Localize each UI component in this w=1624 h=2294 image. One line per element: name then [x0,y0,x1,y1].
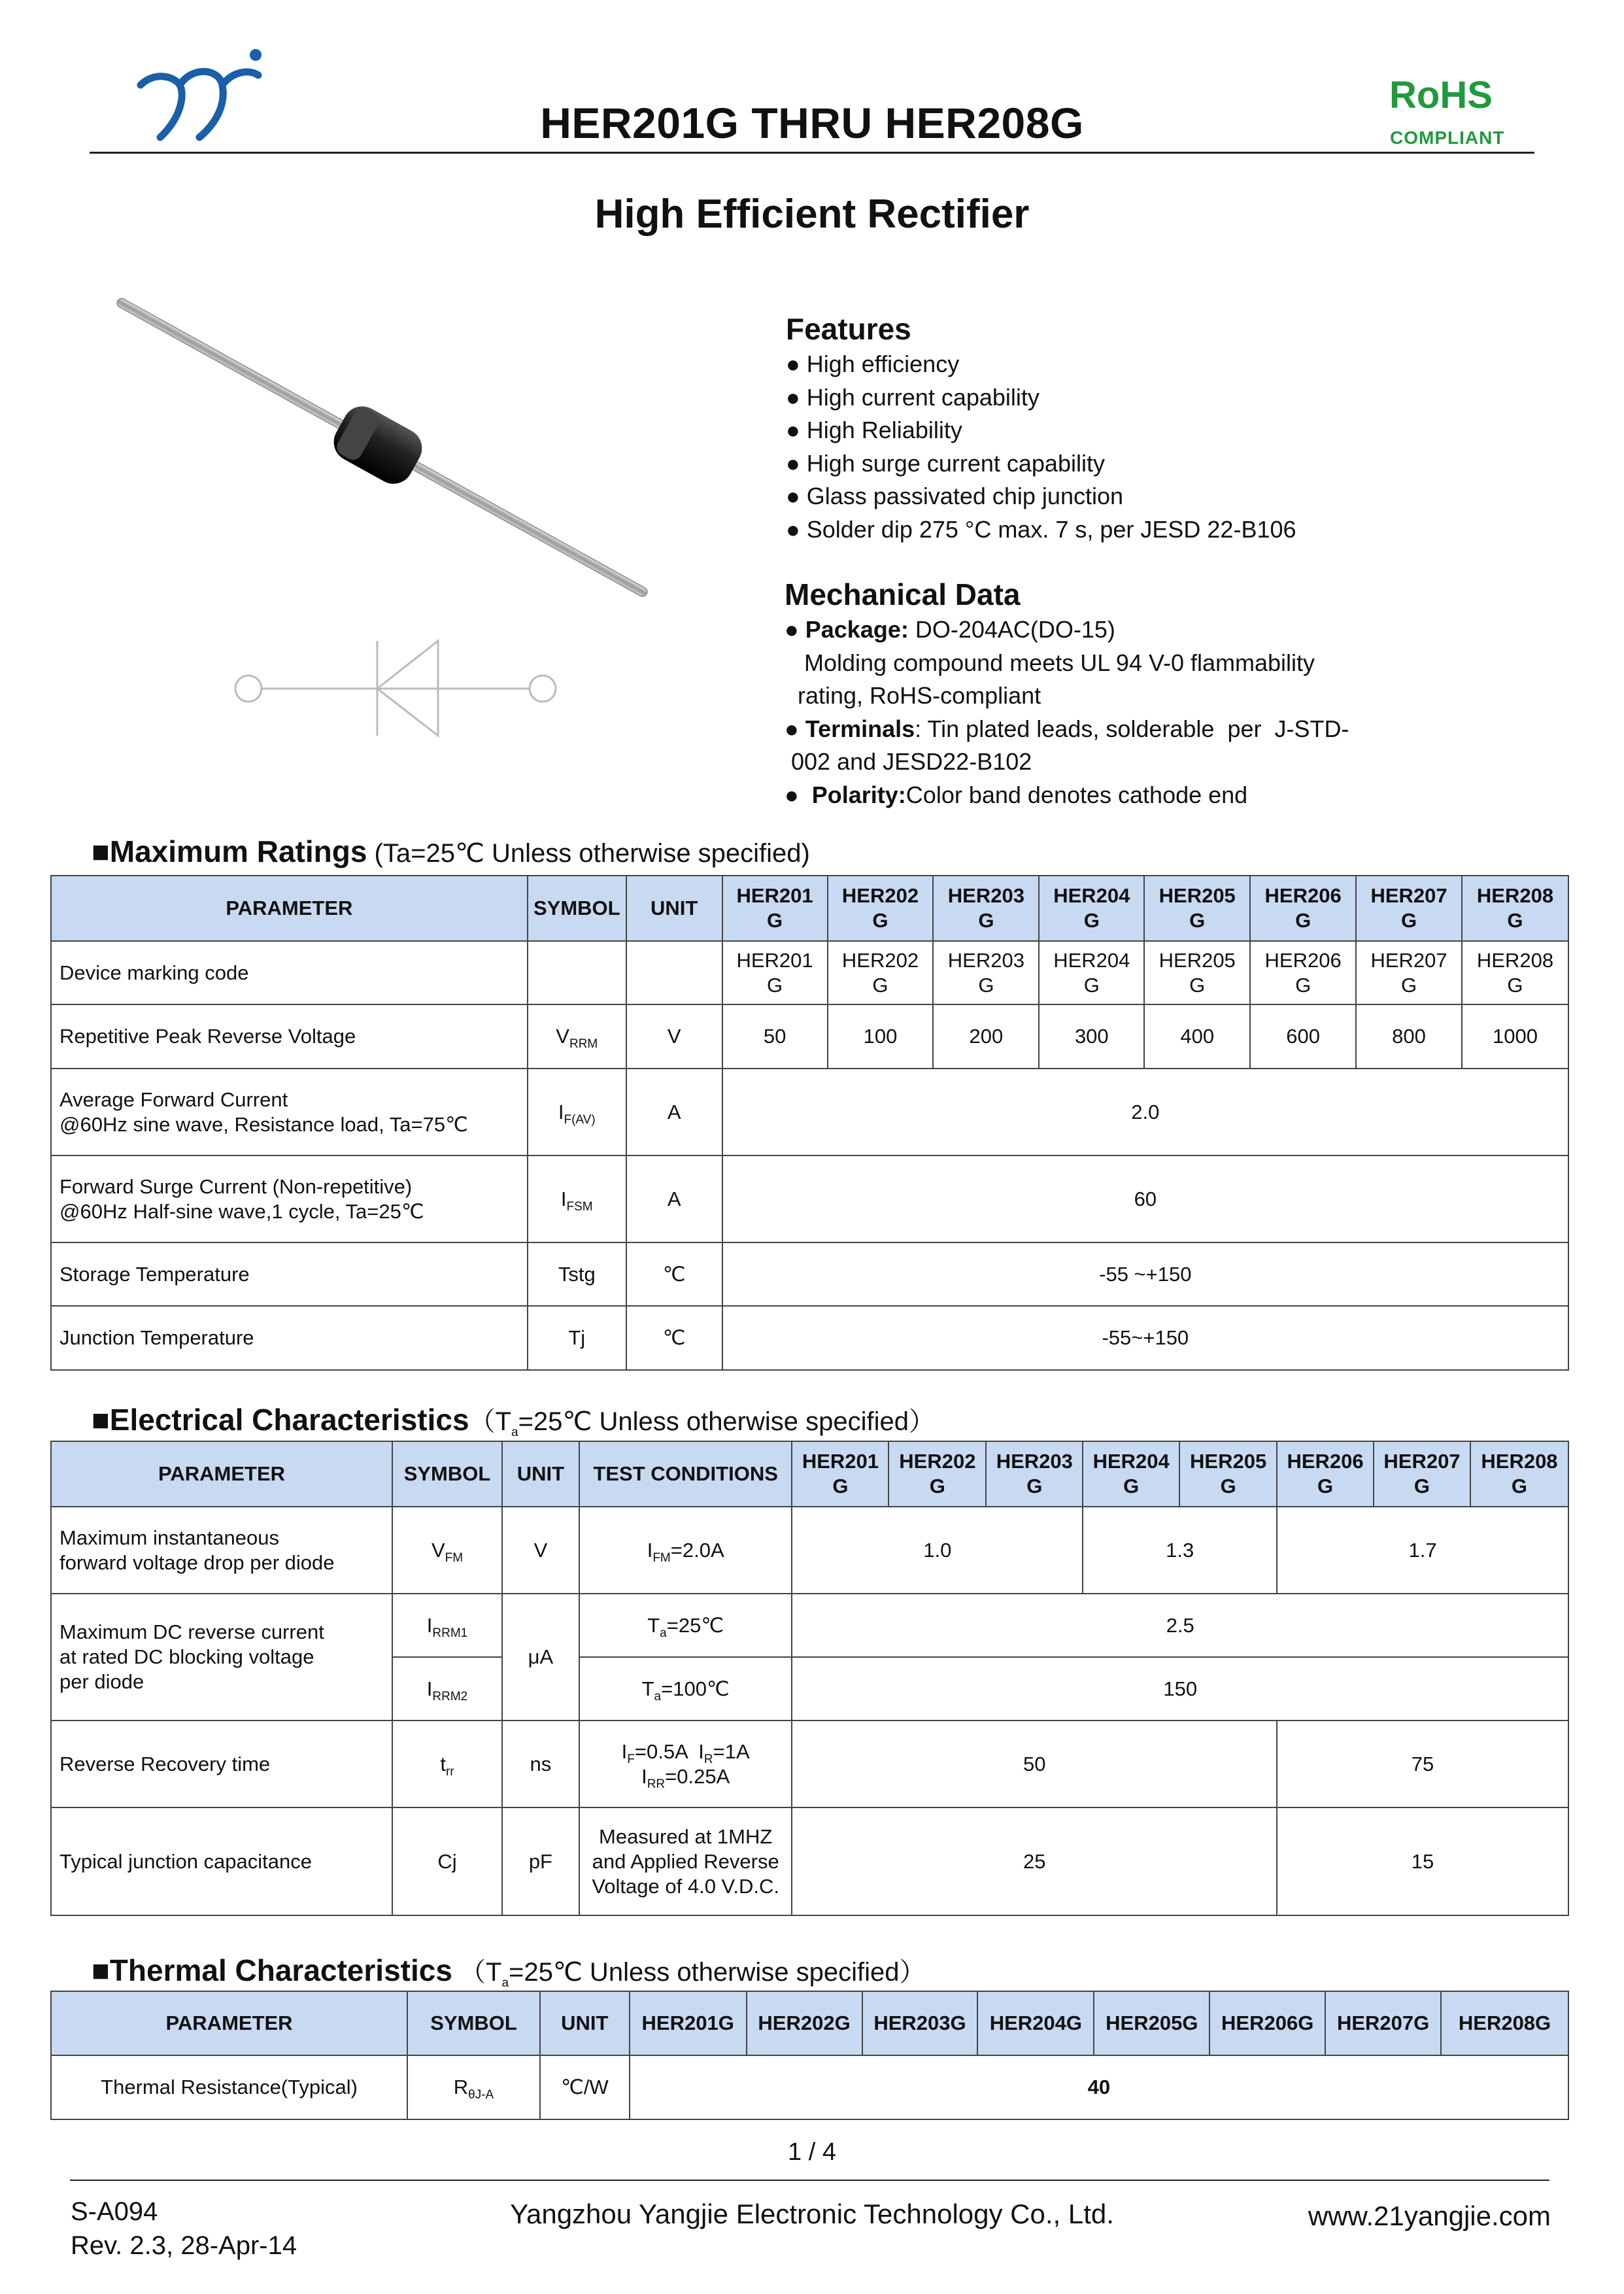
document-code: S-A094 [71,2197,158,2226]
cell-symbol [392,1657,502,1720]
package-line-3: rating, RoHS-compliant [785,682,1041,709]
cell-value: 15 [1277,1807,1568,1915]
row-label: Storage Temperature [51,1242,528,1306]
cell-value: HER204 G [1039,941,1144,1004]
thermal-title: ■Thermal Characteristics [92,1953,452,1987]
cell-unit: pF [502,1807,579,1915]
table-row [51,941,1568,1004]
table-row [51,1720,1568,1807]
thermal-condition [452,1958,926,1990]
cell-value: 2.0 [722,1069,1568,1156]
table-row [51,1069,1568,1156]
electrical-heading [92,1401,935,1438]
header-divider [90,152,1534,154]
package-label: ● Package: [785,616,909,643]
row-label: Device marking code [51,941,528,1004]
polarity-line [785,779,1349,812]
table-row [51,1594,1568,1657]
table-row [51,1242,1568,1306]
test-subscript: a [660,1626,667,1640]
col-model: HER205 G [1179,1441,1277,1507]
table-row [51,1156,1568,1242]
test-subscript: F [627,1752,635,1766]
feature-item: ● High efficiency [786,351,960,377]
row-label: Maximum DC reverse current at rated DC blocking voltage per diode [51,1594,392,1720]
symbol-subscript: RRM [569,1037,598,1052]
col-model: HER201 G [792,1441,888,1507]
table-header-row [51,1441,1568,1507]
table-row [51,1507,1568,1594]
max-ratings-table [50,875,1569,1371]
electrical-characteristics-table [50,1441,1569,1916]
cell-test: Measured at 1MHZ and Applied Reverse Voltage of 4.0 V.D.C. [579,1807,792,1915]
condition-text: （T [469,1407,511,1436]
col-model: HER206 G [1250,876,1356,941]
max-ratings-title: ■Maximum Ratings [92,834,367,868]
cell-unit: A [626,1069,722,1156]
cell-symbol [392,1594,502,1657]
electrical-condition [469,1407,936,1439]
cell-value: -55~+150 [722,1306,1568,1370]
cell-value: HER205 G [1144,941,1250,1004]
terminals-line [785,713,1349,746]
col-parameter: PARAMETER [51,1991,407,2055]
diode-package-image [111,288,667,628]
cell-unit: μA [502,1594,579,1720]
col-symbol: SYMBOL [528,876,626,941]
col-model: HER203 G [986,1441,1083,1507]
condition-subscript: a [501,1976,509,1990]
cell-value: 200 [933,1004,1039,1069]
symbol-text: I [560,1187,567,1210]
table-row [51,1306,1568,1370]
cell-value: 2.5 [792,1594,1568,1657]
col-test-conditions: TEST CONDITIONS [579,1441,792,1507]
cell-value: HER206 G [1250,941,1356,1004]
test-text: =100℃ [661,1677,730,1700]
col-model: HER204G [977,1991,1094,2055]
col-unit: UNIT [540,1991,630,2055]
table-row [51,2055,1568,2119]
cell-value: HER208 G [1462,941,1568,1004]
cell-unit: A [626,1156,722,1242]
test-text: =1A [713,1739,750,1763]
cell-test [579,1657,792,1720]
cell-unit: ℃ [626,1306,722,1370]
test-text: T [647,1613,660,1637]
cell-value: 50 [722,1004,828,1069]
test-line [583,1739,789,1764]
test-text: =25℃ [666,1613,724,1637]
revision-info: Rev. 2.3, 28-Apr-14 [71,2231,297,2260]
row-label: Junction Temperature [51,1306,528,1370]
cell-empty [626,941,722,1004]
row-label: Maximum instantaneous forward voltage drop per diode [51,1507,392,1594]
cell-value: 40 [630,2055,1568,2119]
row-label: Typical junction capacitance [51,1807,392,1915]
test-text: I [621,1739,628,1763]
col-parameter: PARAMETER [51,876,528,941]
cell-value: 600 [1250,1004,1356,1069]
test-subscript: R [703,1752,713,1766]
row-label: Thermal Resistance(Typical) [51,2055,407,2119]
cell-symbol [528,1156,626,1242]
col-model: HER206G [1210,1991,1325,2055]
col-model: HER205G [1094,1991,1210,2055]
rohs-compliant-label: COMPLIANT [1390,128,1505,148]
condition-subscript: a [511,1426,518,1439]
diode-schematic-symbol [229,638,569,749]
col-model: HER201 G [722,876,828,941]
cell-value: 150 [792,1657,1568,1720]
test-text: =0.5A I [634,1739,704,1763]
test-text: I [641,1764,647,1788]
cell-value: 50 [792,1720,1277,1807]
cell-value: -55 ~+150 [722,1242,1568,1306]
row-label: Reverse Recovery time [51,1720,392,1807]
cell-symbol: Cj [392,1807,502,1915]
cell-value: 60 [722,1156,1568,1242]
col-model: HER204 G [1039,876,1144,941]
col-model: HER202 G [828,876,934,941]
col-model: HER203G [862,1991,978,2055]
cell-symbol [392,1720,502,1807]
cell-value: 75 [1277,1720,1568,1807]
col-model: HER208G [1441,1991,1568,2055]
cell-unit: ℃ [626,1242,722,1306]
symbol-text: t [440,1752,446,1775]
terminals-line-2: 002 and JESD22-B102 [785,748,1032,775]
cell-value: 400 [1144,1004,1250,1069]
cell-symbol: Tstg [528,1242,626,1306]
col-model: HER207 G [1374,1441,1470,1507]
cell-unit: V [502,1507,579,1594]
thermal-characteristics-table [50,1991,1569,2120]
feature-item: ● High current capability [786,383,1040,411]
table-row [51,1807,1568,1915]
document-subtitle: High Efficient Rectifier [594,192,1030,237]
symbol-subscript: F(AV) [564,1112,596,1127]
feature-item: ● High Reliability [786,417,962,443]
symbol-text: V [431,1538,445,1562]
thermal-heading [92,1951,926,1989]
cell-unit: ns [502,1720,579,1807]
test-subscript: FM [652,1550,671,1565]
symbol-subscript: rr [445,1764,454,1779]
cell-value: 1.3 [1083,1507,1277,1594]
symbol-subscript: FM [445,1550,464,1565]
test-text: =0.25A [665,1764,730,1788]
features-section [786,310,1296,546]
cell-value: HER201 G [722,941,828,1004]
cell-unit: ℃/W [540,2055,630,2119]
row-label: Forward Surge Current (Non-repetitive) @60Hz Half-sine wave,1 cycle, Ta=25℃ [51,1156,528,1242]
table-header-row [51,876,1568,941]
test-text: T [641,1677,654,1700]
mechanical-heading: Mechanical Data [785,577,1021,611]
condition-text: （T [452,1958,502,1987]
col-model: HER208 G [1470,1441,1568,1507]
cell-test [579,1507,792,1594]
package-line-2: Molding compound meets UL 94 V-0 flammability [785,649,1315,676]
terminals-value: : Tin plated leads, solderable per J-STD- [915,715,1349,742]
col-symbol: SYMBOL [392,1441,502,1507]
mechanical-data-section [785,575,1349,812]
company-website: www.21yangjie.com [1308,2200,1551,2231]
condition-text: =25℃ Unless otherwise specified） [509,1958,926,1987]
symbol-text: I [426,1677,433,1700]
package-line [785,613,1349,647]
cell-test [579,1594,792,1657]
col-model: HER202G [747,1991,862,2055]
cell-value: 1000 [1462,1004,1568,1069]
feature-item: ● Glass passivated chip junction [786,483,1124,509]
max-ratings-condition: (Ta=25℃ Unless otherwise specified) [367,839,810,868]
terminals-label: ● Terminals [785,715,915,742]
test-text: =2.0A [670,1538,724,1562]
cell-value: 100 [828,1004,934,1069]
rohs-badge: RoHS [1389,74,1493,116]
polarity-label: ● Polarity: [785,781,906,808]
cell-value: 25 [792,1807,1277,1915]
cell-symbol [392,1507,502,1594]
cell-value: HER202 G [828,941,934,1004]
col-model: HER206 G [1277,1441,1374,1507]
electrical-title: ■Electrical Characteristics [92,1403,469,1437]
symbol-text: I [558,1100,564,1123]
test-subscript: RR [647,1777,666,1791]
col-model: HER207 G [1356,876,1462,941]
company-name: Yangzhou Yangjie Electronic Technology Co., Ltd. [510,2199,1114,2229]
cell-unit: V [626,1004,722,1069]
max-ratings-heading [92,834,810,869]
symbol-subscript: RRM1 [432,1626,468,1640]
cell-value: HER203 G [933,941,1039,1004]
col-model: HER204 G [1083,1441,1179,1507]
symbol-subscript: RRM2 [432,1689,468,1703]
test-subscript: a [654,1689,662,1703]
col-unit: UNIT [502,1441,579,1507]
package-value: DO-204AC(DO-15) [908,616,1115,643]
features-heading: Features [786,312,911,346]
row-label: Average Forward Current @60Hz sine wave, Resistance load, Ta=75℃ [51,1069,528,1156]
col-model: HER203 G [933,876,1039,941]
symbol-text: V [556,1025,569,1048]
col-symbol: SYMBOL [407,1991,540,2055]
footer-divider [70,2180,1549,2181]
cell-value: 1.0 [792,1507,1083,1594]
table-row [51,1004,1568,1069]
cell-value: 800 [1356,1004,1462,1069]
cell-value: 300 [1039,1004,1144,1069]
cell-test [579,1720,792,1807]
cell-symbol [528,1069,626,1156]
polarity-value: Color band denotes cathode end [905,781,1248,808]
col-parameter: PARAMETER [51,1441,392,1507]
symbol-text: R [453,2076,469,2098]
cell-empty [528,941,626,1004]
cell-symbol: Tj [528,1306,626,1370]
col-model: HER208 G [1462,876,1568,941]
col-model: HER207G [1325,1991,1441,2055]
condition-text: =25℃ Unless otherwise specified） [518,1407,936,1436]
col-unit: UNIT [626,876,722,941]
col-model: HER202 G [888,1441,986,1507]
feature-item: ● Solder dip 275 °C max. 7 s, per JESD 22-B106 [786,515,1296,543]
test-line [583,1764,789,1789]
cell-symbol [407,2055,540,2119]
symbol-subscript: FSM [566,1199,593,1214]
table-header-row [51,1991,1568,2055]
cell-value: HER207 G [1356,941,1462,1004]
cell-value: 1.7 [1277,1507,1568,1594]
symbol-subscript: θJ-A [468,2088,494,2102]
row-label: Repetitive Peak Reverse Voltage [51,1004,528,1069]
col-model: HER205 G [1144,876,1250,941]
test-text: I [647,1538,653,1562]
feature-item: ● High surge current capability [786,449,1105,477]
symbol-text: I [426,1613,433,1637]
document-title: HER201G THRU HER208G [540,99,1084,147]
col-model: HER201G [630,1991,747,2055]
cell-symbol [528,1004,626,1069]
page-number: 1 / 4 [788,2138,836,2166]
